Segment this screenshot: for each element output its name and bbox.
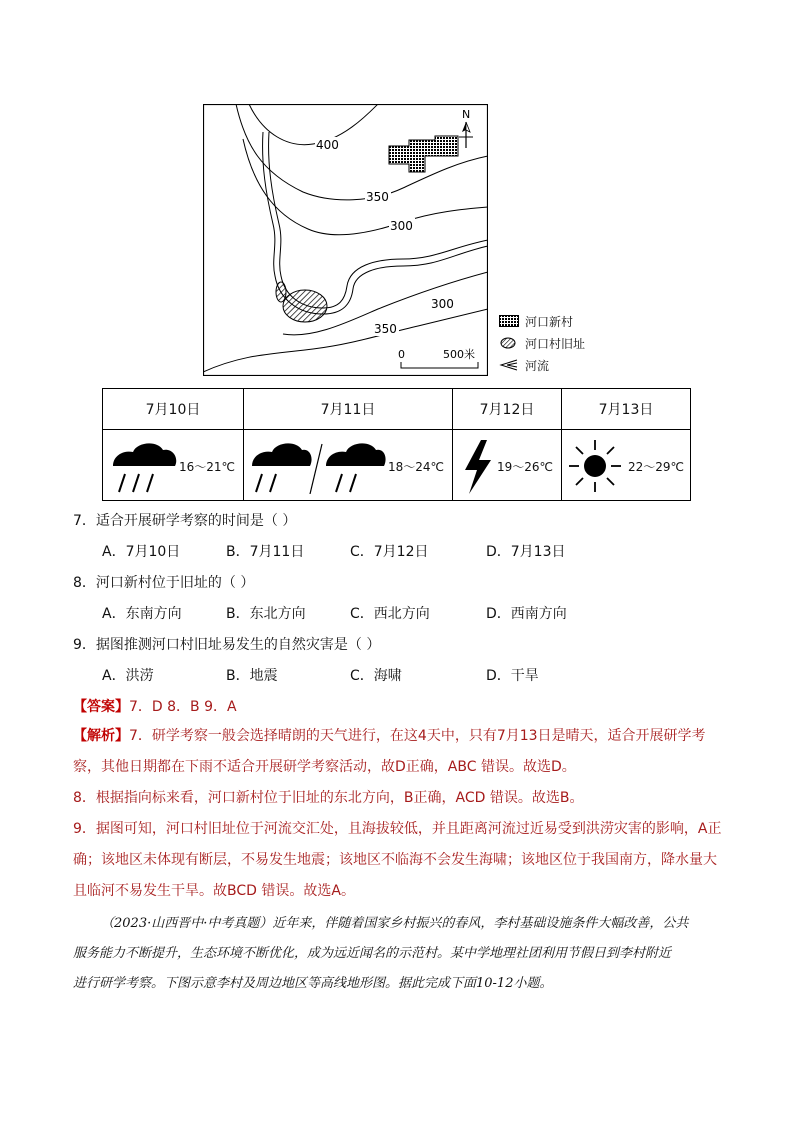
north-label: N [462, 108, 471, 121]
analysis-line: 9．据图可知，河口村旧址位于河流交汇处，且海拔较低，并且距离河流过近易受到洪涝灾害的影响，A正 [73, 821, 722, 837]
option-b[interactable]: B．地震 [226, 668, 278, 684]
option-d[interactable]: D．西南方向 [486, 606, 567, 622]
option-c[interactable]: C．西北方向 [350, 606, 430, 622]
date-cell: 7月12日 [453, 389, 562, 430]
hatch-ellipse-icon [499, 337, 519, 349]
question-8-stem: 8．河口新村位于旧址的（ ） [73, 575, 255, 591]
question-7-stem: 7．适合开展研学考察的时间是（ ） [73, 513, 297, 529]
analysis-line: 【解析】7．研学考察一般会选择晴朗的天气进行，在这4天中，只有7月13日是晴天，适合开展研学考 [73, 728, 706, 744]
analysis-line: 察，其他日期都在下雨不适合开展研学考察活动，故D正确，ABC 错误。故选D。 [73, 759, 576, 775]
answer-line [73, 696, 237, 716]
legend-new-village-label: 河口新村 [525, 314, 574, 329]
temperature-text: 22～29℃ [628, 460, 685, 474]
date-cell: 7月13日 [562, 389, 691, 430]
temperature-text: 19～26℃ [497, 460, 554, 474]
contour-label-300-lower: 300 [431, 297, 454, 311]
sun-icon [568, 438, 622, 494]
legend-river [499, 357, 549, 373]
grid-pattern-icon [499, 315, 519, 327]
rain-cloud-icon [111, 438, 179, 494]
river-symbol-icon [499, 359, 519, 371]
weather-cell [453, 430, 562, 501]
scale-zero: 0 [398, 348, 405, 361]
legend-river-label: 河流 [525, 358, 550, 373]
option-d[interactable]: D．干旱 [486, 668, 539, 684]
contour-label-350-lower: 350 [374, 322, 397, 336]
analysis-line: 确；该地区未体现有断层，不易发生地震；该地区不临海不会发生海啸；该地区位于我国南方，降水量大 [73, 852, 717, 868]
option-b[interactable]: B．7月11日 [226, 544, 305, 560]
scale-distance: 500米 [443, 348, 475, 361]
option-a[interactable]: A．洪涝 [102, 668, 154, 684]
option-a[interactable]: A．7月10日 [102, 544, 181, 560]
intro-line: （2023·山西晋中·中考真题）近年来，伴随着国家乡村振兴的春风，李村基础设施条件大幅改善，公共 [101, 916, 689, 931]
weather-cell [562, 430, 691, 501]
question-9-stem: 9．据图推测河口村旧址易发生的自然灾害是（ ） [73, 637, 381, 653]
analysis-line: 且临河不易发生干旱。故BCD 错误。故选A。 [73, 883, 355, 899]
answer-text: 7．D 8．B 9．A [129, 699, 237, 715]
next-questions-intro [73, 909, 723, 999]
contour-label-350: 350 [366, 190, 389, 204]
lightning-icon [461, 438, 495, 494]
old-site-marker [283, 290, 327, 322]
legend-new-village [499, 313, 573, 329]
date-cell: 7月10日 [103, 389, 244, 430]
intro-line: 进行研学考察。下图示意李村及周边地区等高线地形图。据此完成下面10-12小题。 [73, 976, 553, 991]
weather-cell [103, 430, 244, 501]
contour-map [203, 104, 488, 376]
legend-old-site [499, 335, 585, 351]
temperature-text: 18～24℃ [388, 460, 445, 474]
weather-cell [244, 430, 453, 501]
rain-to-rain-icon [250, 438, 390, 494]
option-c[interactable]: C．海啸 [350, 668, 402, 684]
temperature-text: 16～21℃ [179, 460, 236, 474]
date-cell: 7月11日 [244, 389, 453, 430]
analysis-line: 8．根据指向标来看，河口新村位于旧址的东北方向，B正确，ACD 错误。故选B。 [73, 790, 584, 806]
answer-tag: 【答案】 [73, 699, 129, 715]
option-d[interactable]: D．7月13日 [486, 544, 566, 560]
intro-line: 服务能力不断提升，生态环境不断优化，成为远近闻名的示范村。某中学地理社团利用节假日到李村附近 [73, 946, 672, 961]
analysis-block [73, 721, 723, 907]
option-a[interactable]: A．东南方向 [102, 606, 182, 622]
legend-old-site-label: 河口村旧址 [525, 336, 586, 351]
analysis-tag: 【解析】 [73, 728, 129, 744]
contour-label-400: 400 [316, 138, 339, 152]
weather-table [102, 388, 691, 501]
option-b[interactable]: B．东北方向 [226, 606, 306, 622]
contour-label-300: 300 [390, 219, 413, 233]
option-c[interactable]: C．7月12日 [350, 544, 429, 560]
